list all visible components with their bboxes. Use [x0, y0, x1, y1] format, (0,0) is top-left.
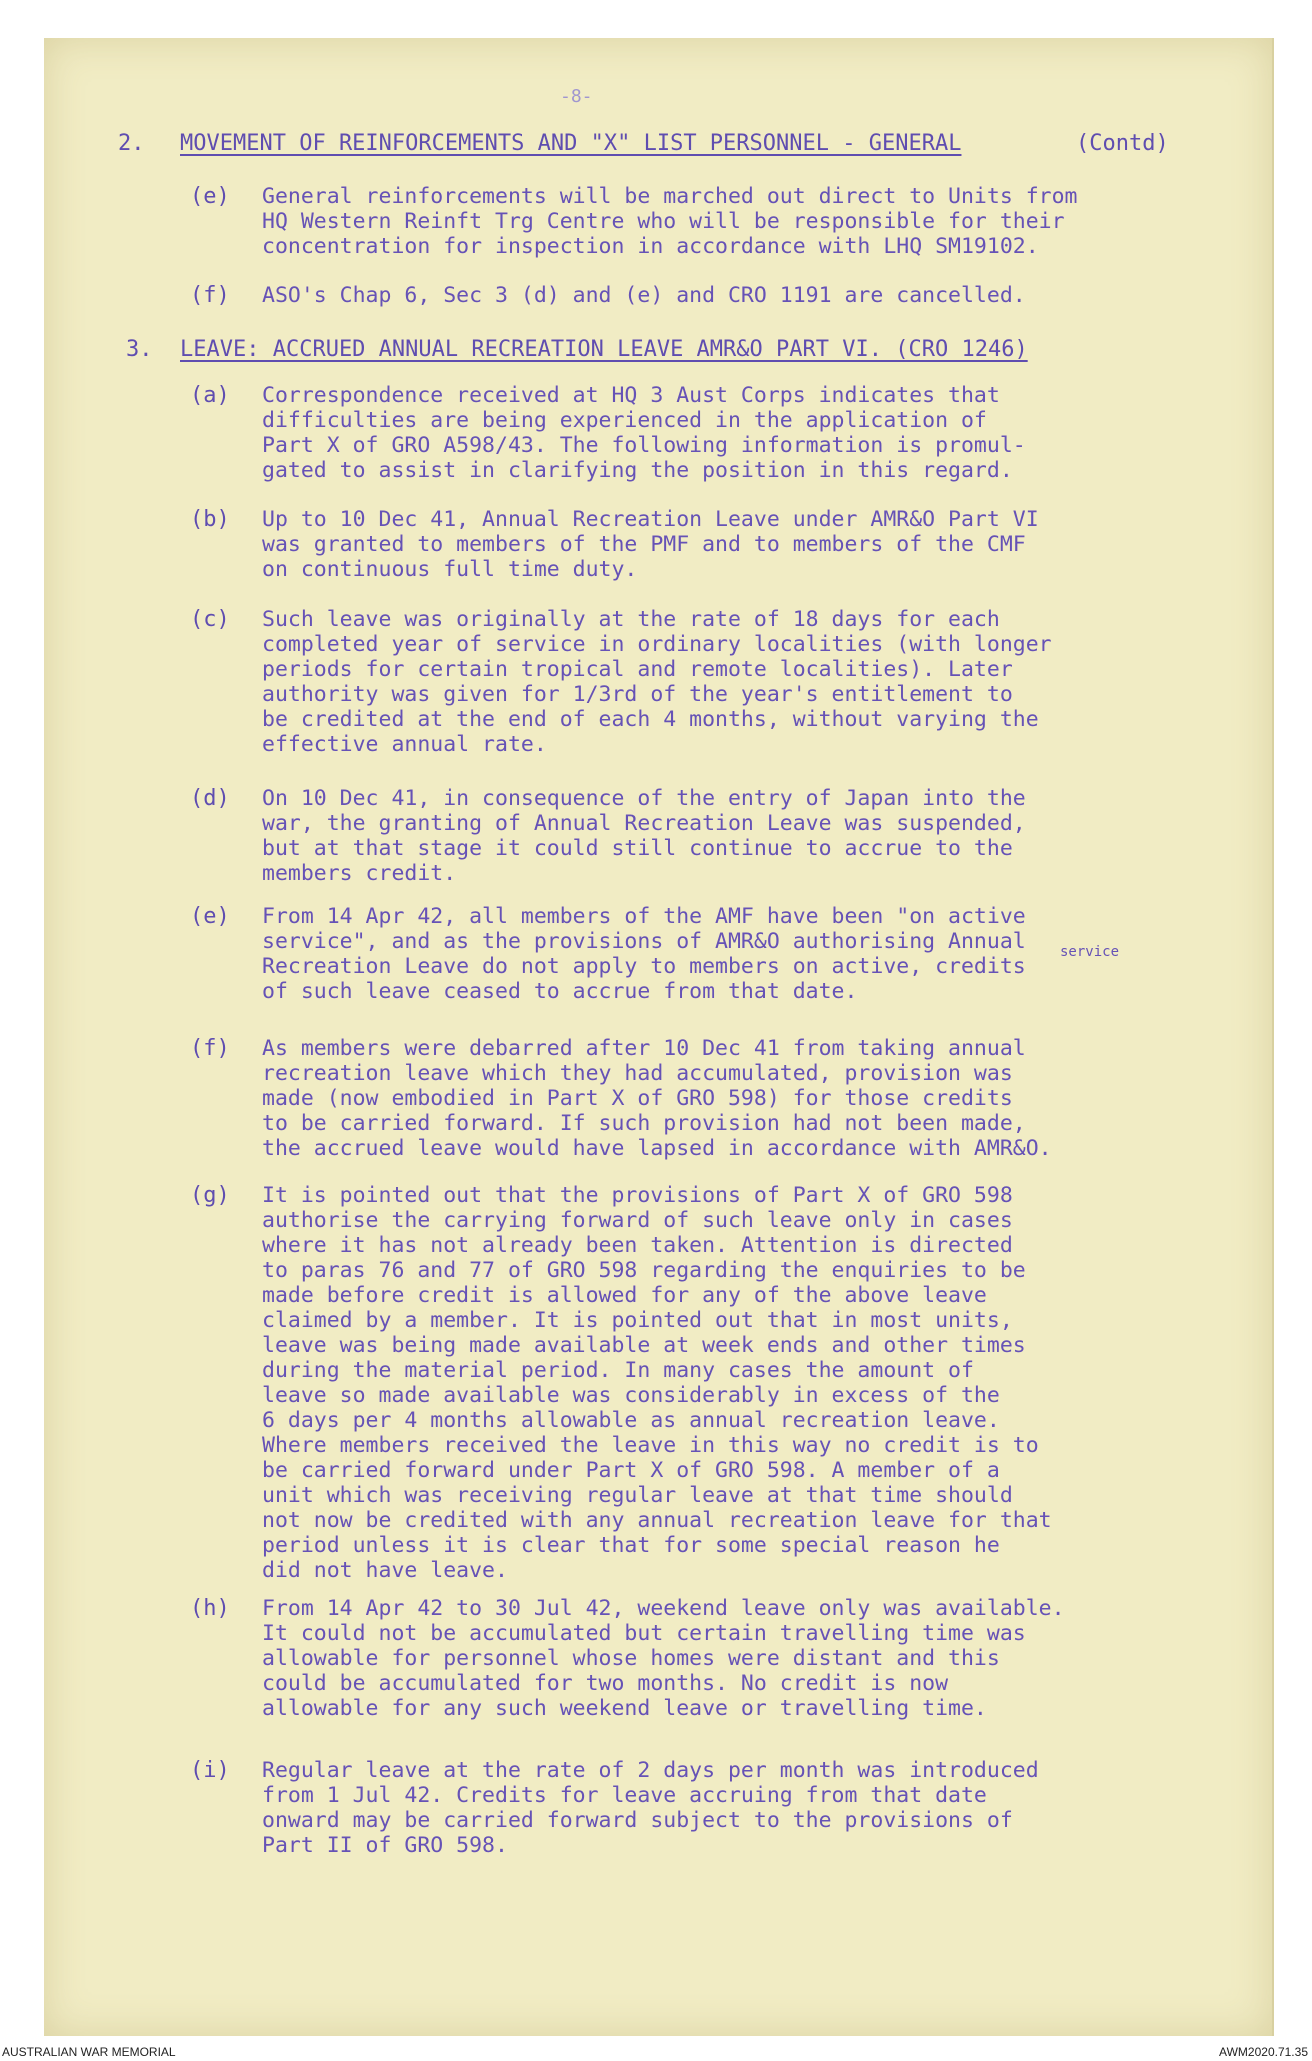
paragraph-text — [262, 1596, 1192, 1721]
text-line: unit which was receiving regular leave at that time should — [262, 1483, 1013, 1508]
section-heading: LEAVE: ACCRUED ANNUAL RECREATION LEAVE AMR&O PART VI. (CRO 1246) — [180, 337, 1028, 362]
text-line: be carried forward under Part X of GRO 598. A member of a — [262, 1458, 1000, 1483]
text-line: ASO's Chap 6, Sec 3 (d) and (e) and CRO 1191 are cancelled. — [262, 283, 1026, 308]
text-line: effective annual rate. — [262, 732, 547, 757]
text-line: authorise the carrying forward of such leave only in cases — [262, 1208, 1013, 1233]
text-line: It is pointed out that the provisions of Part X of GRO 598 — [262, 1183, 1013, 1208]
paragraph-label: (e) — [190, 904, 230, 929]
text-line: leave so made available was considerably in excess of the — [262, 1383, 1000, 1408]
text-line: Such leave was originally at the rate of 18 days for each — [262, 607, 1000, 632]
text-line: allowable for any such weekend leave or travelling time. — [262, 1696, 987, 1721]
text-line: General reinforcements will be marched out direct to Units from — [262, 184, 1078, 209]
paragraph-label: (g) — [190, 1183, 230, 1208]
text-line: Recreation Leave do not apply to members on active, credits — [262, 954, 1026, 979]
text-line: leave was being made available at week ends and other times — [262, 1333, 1026, 1358]
text-line: concentration for inspection in accordance with LHQ SM19102. — [262, 234, 1039, 259]
text-line: to paras 76 and 77 of GRO 598 regarding the enquiries to be — [262, 1258, 1026, 1283]
text-line: service", and as the provisions of AMR&O authorising Annual — [262, 929, 1026, 954]
paragraph-text — [262, 283, 1192, 308]
text-line: on continuous full time duty. — [262, 557, 638, 582]
page-number: -8- — [560, 86, 593, 107]
footer-institution: AUSTRALIAN WAR MEMORIAL — [2, 2045, 176, 2059]
text-line: completed year of service in ordinary localities (with longer — [262, 632, 1052, 657]
text-line: It could not be accumulated but certain travelling time was — [262, 1621, 1026, 1646]
text-line: HQ Western Reinft Trg Centre who will be responsible for their — [262, 209, 1065, 234]
section-heading: MOVEMENT OF REINFORCEMENTS AND "X" LIST PERSONNEL - GENERAL — [180, 131, 962, 156]
text-line: periods for certain tropical and remote localities). Later — [262, 657, 1013, 682]
paragraph-label: (b) — [190, 507, 230, 532]
paragraph-text — [262, 507, 1192, 582]
paragraph-text — [262, 786, 1192, 886]
section-number: 3. — [126, 337, 153, 362]
section-heading-contd: (Contd) — [1076, 131, 1169, 156]
text-line: recreation leave which they had accumulated, provision was — [262, 1061, 1013, 1086]
text-line: could be accumulated for two months. No credit is now — [262, 1671, 949, 1696]
handwritten-annotation: service — [1060, 944, 1120, 960]
paragraph-label: (i) — [190, 1758, 230, 1783]
text-line: did not have leave. — [262, 1558, 508, 1583]
text-line: difficulties are being experienced in the application of — [262, 408, 987, 433]
paragraph-text — [262, 1183, 1192, 1583]
paragraph-label: (f) — [190, 283, 230, 308]
archive-footer — [0, 2043, 1312, 2061]
text-line: of such leave ceased to accrue from that date. — [262, 979, 858, 1004]
text-line: 6 days per 4 months allowable as annual recreation leave. — [262, 1408, 1000, 1433]
text-line: war, the granting of Annual Recreation Leave was suspended, — [262, 811, 1026, 836]
paragraph-text — [262, 1758, 1192, 1858]
text-line: On 10 Dec 41, in consequence of the entry of Japan into the — [262, 786, 1026, 811]
text-line: onward may be carried forward subject to the provisions of — [262, 1808, 1013, 1833]
text-line: where it has not already been taken. Attention is directed — [262, 1233, 1013, 1258]
paragraph-label: (c) — [190, 607, 230, 632]
text-line: Part II of GRO 598. — [262, 1833, 508, 1858]
paragraph-label: (a) — [190, 383, 230, 408]
paragraph-text — [262, 1036, 1192, 1161]
text-line: As members were debarred after 10 Dec 41 from taking annual — [262, 1036, 1026, 1061]
paragraph-label: (e) — [190, 184, 230, 209]
text-line: to be carried forward. If such provision had not been made, — [262, 1111, 1026, 1136]
section-number: 2. — [118, 131, 145, 156]
text-line: Correspondence received at HQ 3 Aust Corps indicates that — [262, 383, 1000, 408]
text-line: gated to assist in clarifying the position in this regard. — [262, 458, 1013, 483]
text-line: was granted to members of the PMF and to members of the CMF — [262, 532, 1026, 557]
text-line: made (now embodied in Part X of GRO 598) for those credits — [262, 1086, 1013, 1111]
text-line: be credited at the end of each 4 months, without varying the — [262, 707, 1039, 732]
text-line: not now be credited with any annual recreation leave for that — [262, 1508, 1052, 1533]
text-line: claimed by a member. It is pointed out that in most units, — [262, 1308, 1013, 1333]
paragraph-label: (d) — [190, 786, 230, 811]
text-line: members credit. — [262, 861, 457, 886]
text-line: during the material period. In many cases the amount of — [262, 1358, 974, 1383]
text-line: allowable for personnel whose homes were distant and this — [262, 1646, 1000, 1671]
text-line: made before credit is allowed for any of the above leave — [262, 1283, 987, 1308]
text-line: Where members received the leave in this way no credit is to — [262, 1433, 1039, 1458]
text-line: but at that stage it could still continue to accrue to the — [262, 836, 1013, 861]
text-line: From 14 Apr 42, all members of the AMF have been "on active — [262, 904, 1026, 929]
paragraph-label: (h) — [190, 1596, 230, 1621]
text-line: from 1 Jul 42. Credits for leave accruing from that date — [262, 1783, 987, 1808]
paragraph-text — [262, 607, 1192, 757]
footer-reference: AWM2020.71.35 — [1219, 2045, 1308, 2059]
text-line: period unless it is clear that for some special reason he — [262, 1533, 1000, 1558]
text-line: authority was given for 1/3rd of the year's entitlement to — [262, 682, 1013, 707]
text-line: Up to 10 Dec 41, Annual Recreation Leave under AMR&O Part VI — [262, 507, 1039, 532]
paragraph-text — [262, 904, 1192, 1004]
text-line: the accrued leave would have lapsed in accordance with AMR&O. — [262, 1136, 1052, 1161]
text-line: Regular leave at the rate of 2 days per month was introduced — [262, 1758, 1039, 1783]
paragraph-text — [262, 184, 1192, 259]
paragraph-label: (f) — [190, 1036, 230, 1061]
paragraph-text — [262, 383, 1192, 483]
text-line: From 14 Apr 42 to 30 Jul 42, weekend leave only was available. — [262, 1596, 1065, 1621]
text-line: Part X of GRO A598/43. The following information is promul- — [262, 433, 1026, 458]
